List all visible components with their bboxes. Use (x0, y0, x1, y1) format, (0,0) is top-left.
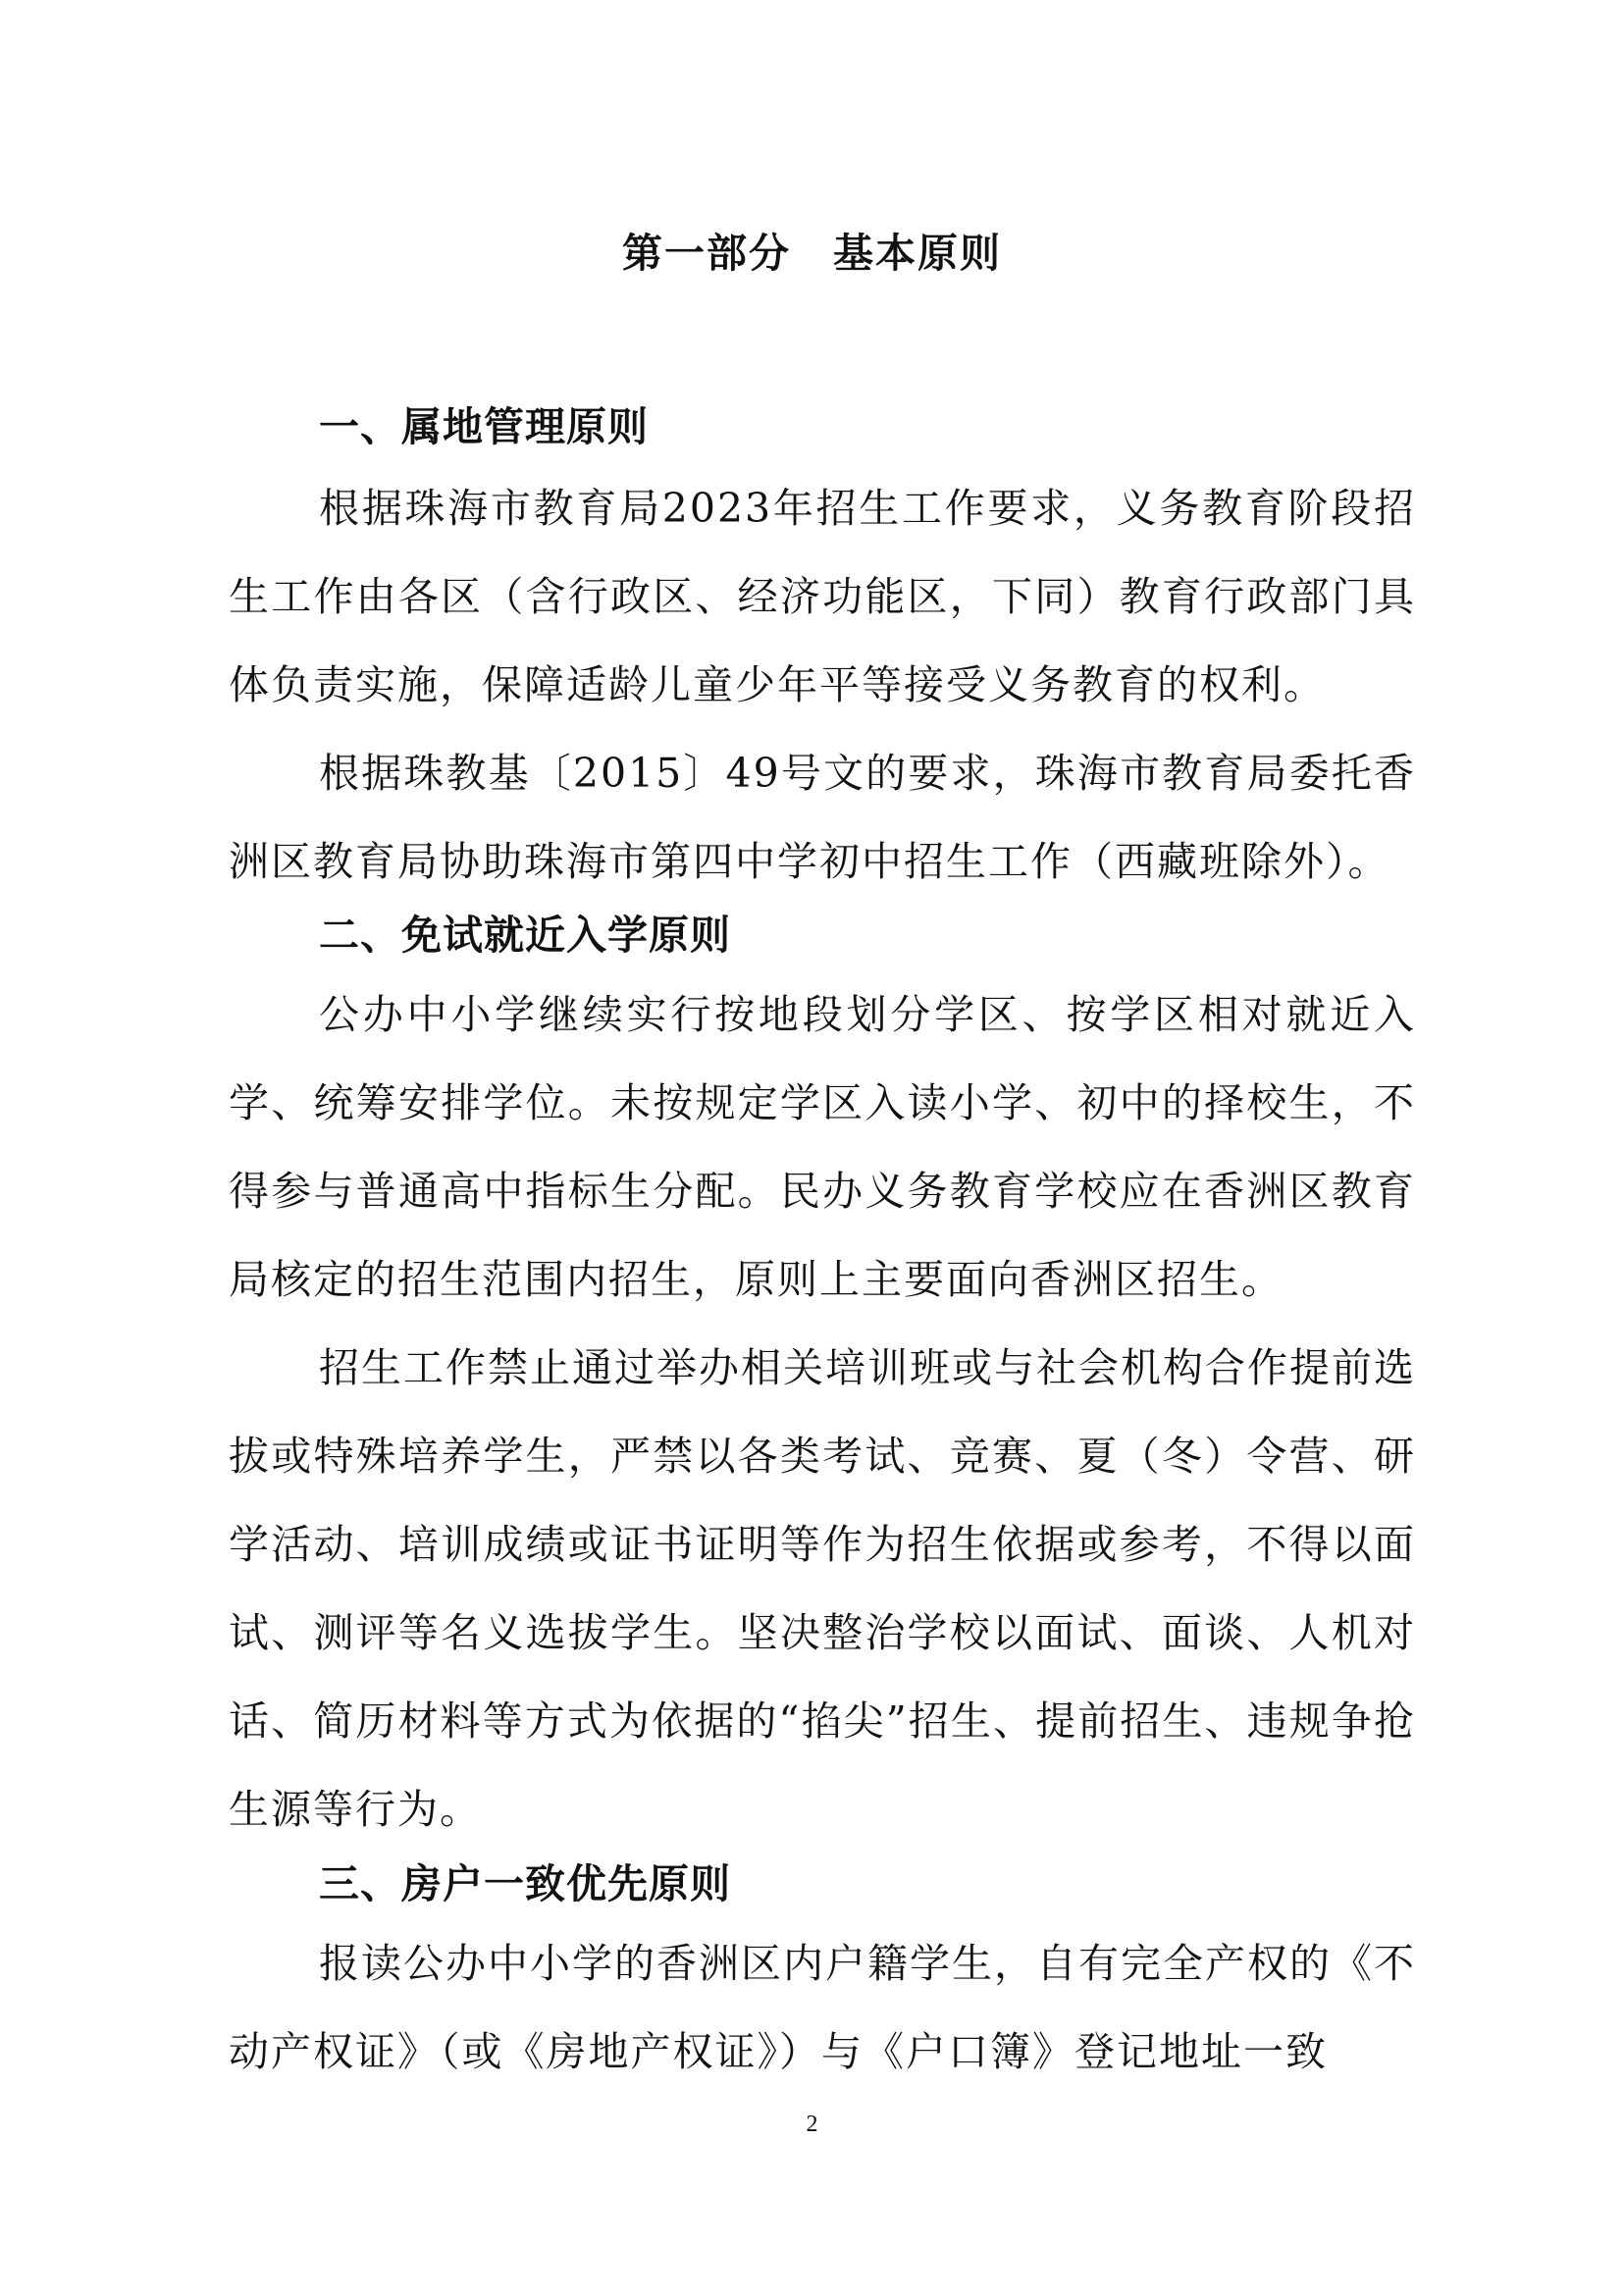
page-title: 第一部分 基本原则 (622, 230, 1002, 277)
page-number: 2 (806, 2112, 818, 2137)
section-heading-2: 二、免试就近入学原则 (319, 912, 731, 959)
paragraph-1-2: 根据珠教基〔2015〕49号文的要求，珠海市教育局委托香洲区教育局协助珠海市第四中学初中招生工作（西藏班除外）。 (229, 750, 1416, 885)
section-heading-1: 一、属地管理原则 (319, 403, 649, 450)
paragraph-2-2: 招生工作禁止通过举办相关培训班或与社会机构合作提前选拔或特殊培养学生，严禁以各类考试、竞赛、夏（冬）令营、研学活动、培训成绩或证书证明等作为招生依据或参考，不得以面试、测评等名义选拔学生。坚决整治学校以面试、面谈、人机对话、简历材料等方式为依据的“掐尖”招生、提前招生、违规争抢生源等行为。 (229, 1344, 1416, 1833)
paragraph-1-1: 根据珠海市教育局2023年招生工作要求，义务教育阶段招生工作由各区（含行政区、经济功能区，下同）教育行政部门具体负责实施，保障适龄儿童少年平等接受义务教育的权利。 (229, 485, 1416, 708)
section-heading-3: 三、房户一致优先原则 (319, 1860, 731, 1907)
paragraph-2-1: 公办中小学继续实行按地段划分学区、按学区相对就近入学、统筹安排学位。未按规定学区入读小学、初中的择校生，不得参与普通高中指标生分配。民办义务教育学校应在香洲区教育局核定的招生范围内招生，原则上主要面向香洲区招生。 (229, 991, 1416, 1303)
paragraph-3-1: 报读公办中小学的香洲区内户籍学生，自有完全产权的《不动产权证》（或《房地产权证》）与《户口簿》登记地址一致 (229, 1940, 1416, 2075)
